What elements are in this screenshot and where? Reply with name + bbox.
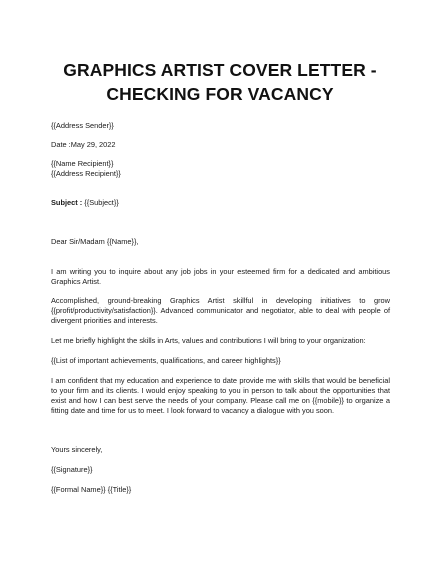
date-line: Date :May 29, 2022: [51, 140, 116, 149]
closing: Yours sincerely,: [51, 445, 103, 454]
formal-name: {{Formal Name}} {{Title}}: [51, 485, 132, 494]
paragraph-1: I am writing you to inquire about any job jobs in your esteemed firm for a dedicated and ambitious Graphics Artist.: [51, 267, 390, 286]
subject-line: [51, 198, 119, 208]
salutation: Dear Sir/Madam {{Name}},: [51, 237, 139, 246]
signature: {{Signature}}: [51, 465, 93, 474]
name-recipient: {{Name Recipient}}: [51, 159, 114, 168]
paragraph-3: Let me briefly highlight the skills in Arts, values and contributions I will bring to your organization:: [51, 336, 366, 345]
address-recipient: {{Address Recipient}}: [51, 169, 121, 178]
address-sender: {{Address Sender}}: [51, 121, 114, 130]
subject-value: {{Subject}}: [82, 198, 119, 207]
subject-label: Subject :: [51, 198, 83, 207]
title-line-1: GRAPHICS ARTIST COVER LETTER -: [63, 60, 377, 80]
paragraph-5: I am confident that my education and experience to date provide me with skills that would be beneficial to your firm and its clients. I would enjoy speaking to you in person to talk about the opportunities that exist and how I can best serve the needs of your company. Please call me on {{mobile}} to organize a fitting date and time for us to meet. I look forward to vacancy a dialogue with you soon.: [51, 376, 390, 415]
letter-title: [40, 58, 400, 106]
paragraph-4: {{List of important achievements, qualifications, and career highlights}}: [51, 356, 281, 365]
paragraph-2: Accomplished, ground-breaking Graphics Artist skillful in developing initiatives to grow {{profit/productivity/satisfaction}}. Advanced communicator and negotiator, able to deal with people of divergent priorities and interests.: [51, 296, 390, 325]
title-line-2: CHECKING FOR VACANCY: [106, 84, 334, 104]
